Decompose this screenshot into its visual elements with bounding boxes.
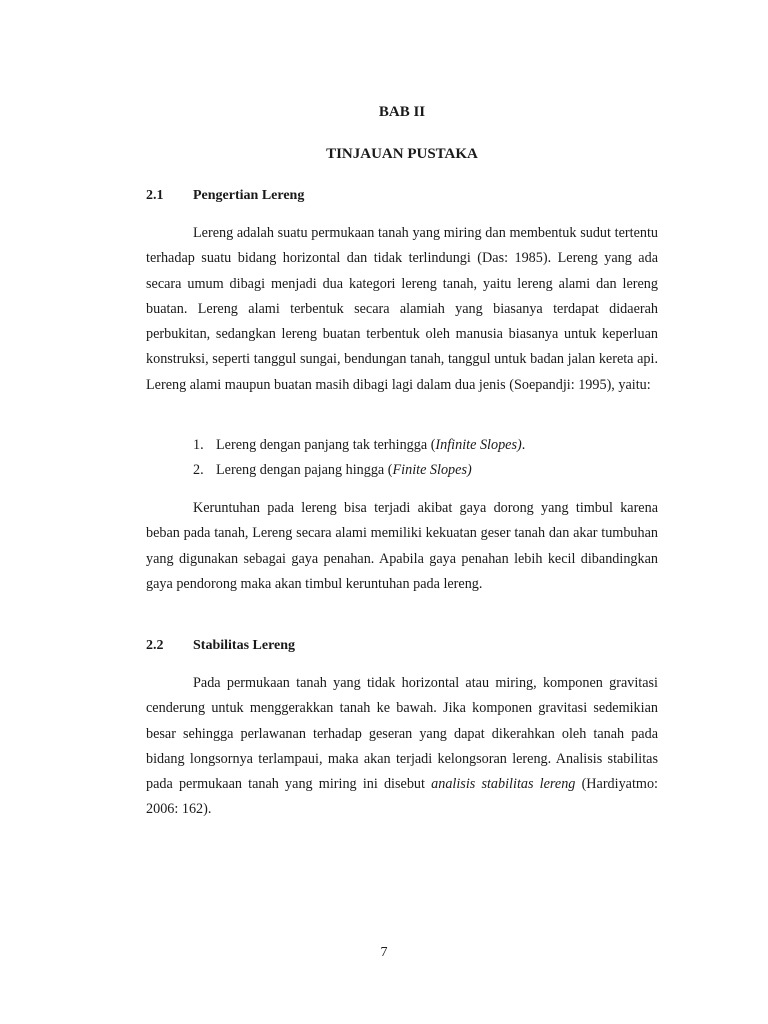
slope-type-list — [193, 433, 525, 483]
paragraph-text: Pada permukaan tanah yang tidak horizontal atau miring, komponen gravitasi cenderung untuk menggerakkan tanah ke bawah. Jika komponen gravitasi sedemikian besar sehingga perlawanan terhadap geseran yang dapat dikerahkan oleh tanah pada bidang longsornya terlampaui, maka akan terjadi kelongsoran lereng. Analisis stabilitas pada permukaan tanah yang miring ini disebut — [146, 675, 658, 793]
section-number: 2.2 — [146, 638, 164, 653]
list-text: Lereng dengan panjang tak terhingga ( — [216, 437, 436, 453]
section-heading-2-1 — [146, 188, 304, 204]
list-end: . — [521, 437, 526, 453]
list-italic: Finite Slopes) — [392, 462, 472, 478]
chapter-label: BAB II — [378, 104, 426, 120]
section-1-paragraph-1: Lereng adalah suatu permukaan tanah yang miring dan membentuk sudut tertentu terhadap suatu bidang horizontal dan tidak terlindungi (Das: 1985). Lereng yang ada secara umum dibagi menjadi dua kategori lereng tanah, yaitu lereng alami dan lereng buatan. Lereng alami terbentuk secara alamiah yang biasanya terdapat didaerah perbukitan, sedangkan lereng buatan terbentuk oleh manusia biasanya untuk keperluan konstruksi, seperti tanggul sungai, bendungan tanah, tanggul untuk badan jalan kereta api. Lereng alami maupun buatan masih dibagi lagi dalam dua jenis (Soepandji: 1995), yaitu: — [146, 225, 658, 393]
page-number: 7 — [380, 945, 388, 960]
list-number: 2. — [193, 462, 204, 478]
list-number: 1. — [193, 437, 204, 453]
list-text: Lereng dengan pajang hingga ( — [216, 462, 393, 478]
section-number: 2.1 — [146, 188, 164, 203]
section-title: Stabilitas Lereng — [193, 638, 296, 653]
list-item — [193, 458, 525, 483]
section-heading-2-2 — [146, 638, 295, 654]
paragraph-italic-term: analisis stabilitas lereng — [431, 776, 576, 793]
list-italic: Infinite Slopes) — [435, 437, 522, 453]
chapter-title: TINJAUAN PUSTAKA — [326, 146, 478, 162]
paragraph-citation: (Hardiyatmo: 2006: 162). — [146, 776, 658, 818]
section-2-paragraph-1 — [146, 671, 658, 823]
section-1-paragraph-2: Keruntuhan pada lereng bisa terjadi akibat gaya dorong yang timbul karena beban pada tanah, Lereng secara alami memiliki kekuatan geser tanah dan akar tumbuhan yang digunakan sebagai gaya penahan. Apabila gaya penahan lebih kecil dibandingkan gaya pendorong maka akan timbul keruntuhan pada lereng. — [146, 500, 658, 592]
list-item — [193, 433, 525, 458]
section-title: Pengertian Lereng — [193, 188, 305, 203]
